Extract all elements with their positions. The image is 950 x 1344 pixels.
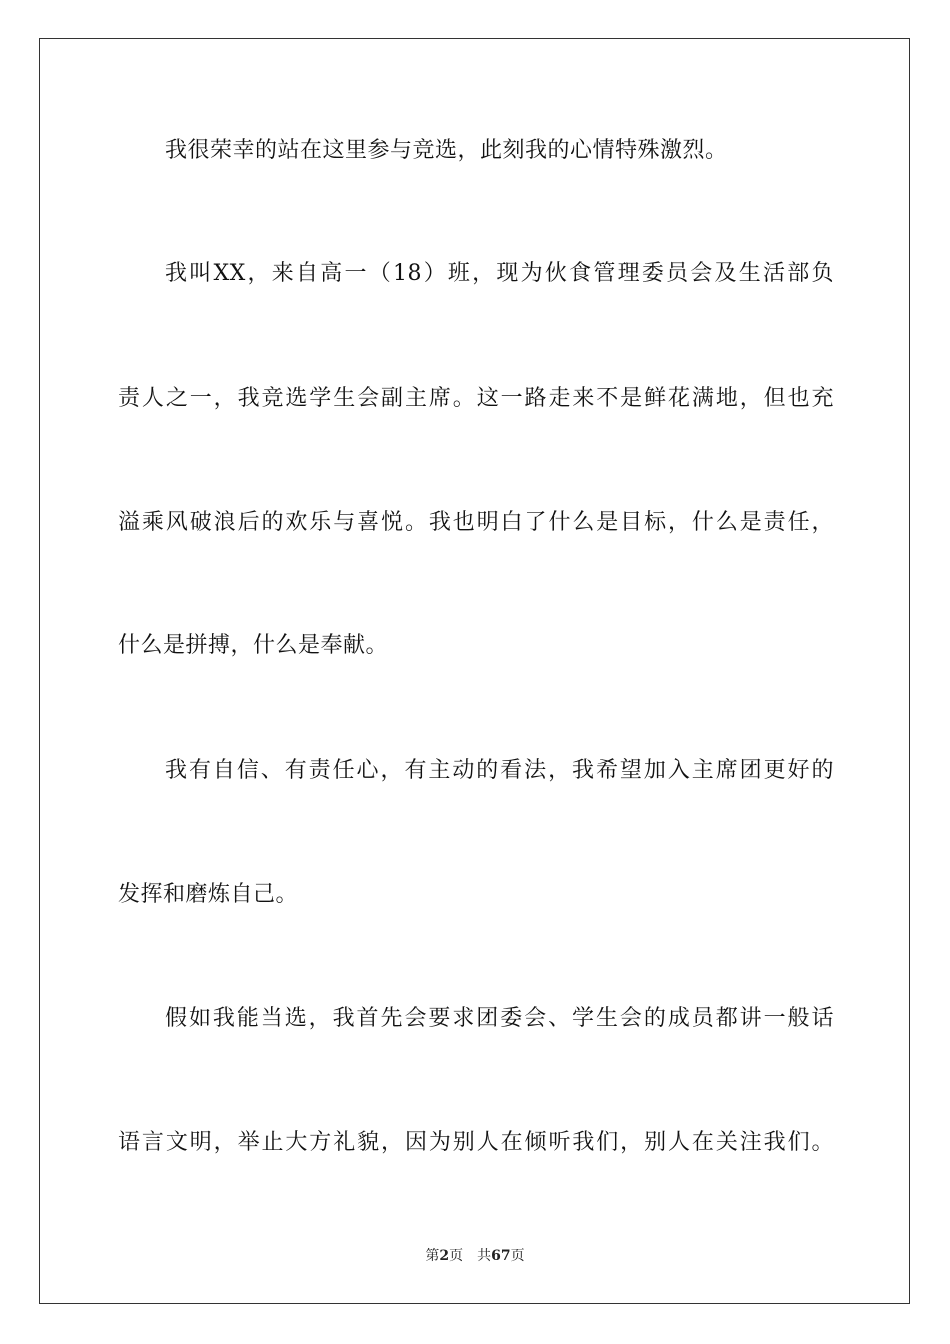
page-prefix: 第 xyxy=(425,1248,440,1264)
paragraph-line-7: 发挥和磨炼自己。 xyxy=(118,882,299,907)
paragraph-line-2: 我叫XX，来自高一（18）班，现为伙食管理委员会及生活部负 xyxy=(165,261,834,286)
paragraph-line-1: 我很荣幸的站在这里参与竞选，此刻我的心情特殊激烈。 xyxy=(165,138,728,163)
paragraph-line-4: 溢乘风破浪后的欢乐与喜悦。我也明白了什么是目标，什么是责任， xyxy=(118,510,834,535)
paragraph-line-6: 我有自信、有责任心，有主动的看法，我希望加入主席团更好的 xyxy=(165,758,834,783)
page-footer xyxy=(0,1246,950,1266)
paragraph-line-9: 语言文明，举止大方礼貌，因为别人在倾听我们，别人在关注我们。 xyxy=(118,1130,834,1155)
total-pages: 67 xyxy=(491,1248,511,1264)
paragraph-line-3: 责人之一，我竞选学生会副主席。这一路走来不是鲜花满地，但也充 xyxy=(118,386,834,411)
paragraph-line-5: 什么是拼搏，什么是奉献。 xyxy=(118,633,389,658)
page-border xyxy=(39,38,910,1304)
total-prefix: 共 xyxy=(477,1248,492,1264)
page-suffix: 页 xyxy=(449,1248,464,1264)
total-suffix: 页 xyxy=(510,1248,525,1264)
page-number: 2 xyxy=(439,1248,450,1264)
paragraph-line-8: 假如我能当选，我首先会要求团委会、学生会的成员都讲一般话 xyxy=(165,1006,834,1031)
